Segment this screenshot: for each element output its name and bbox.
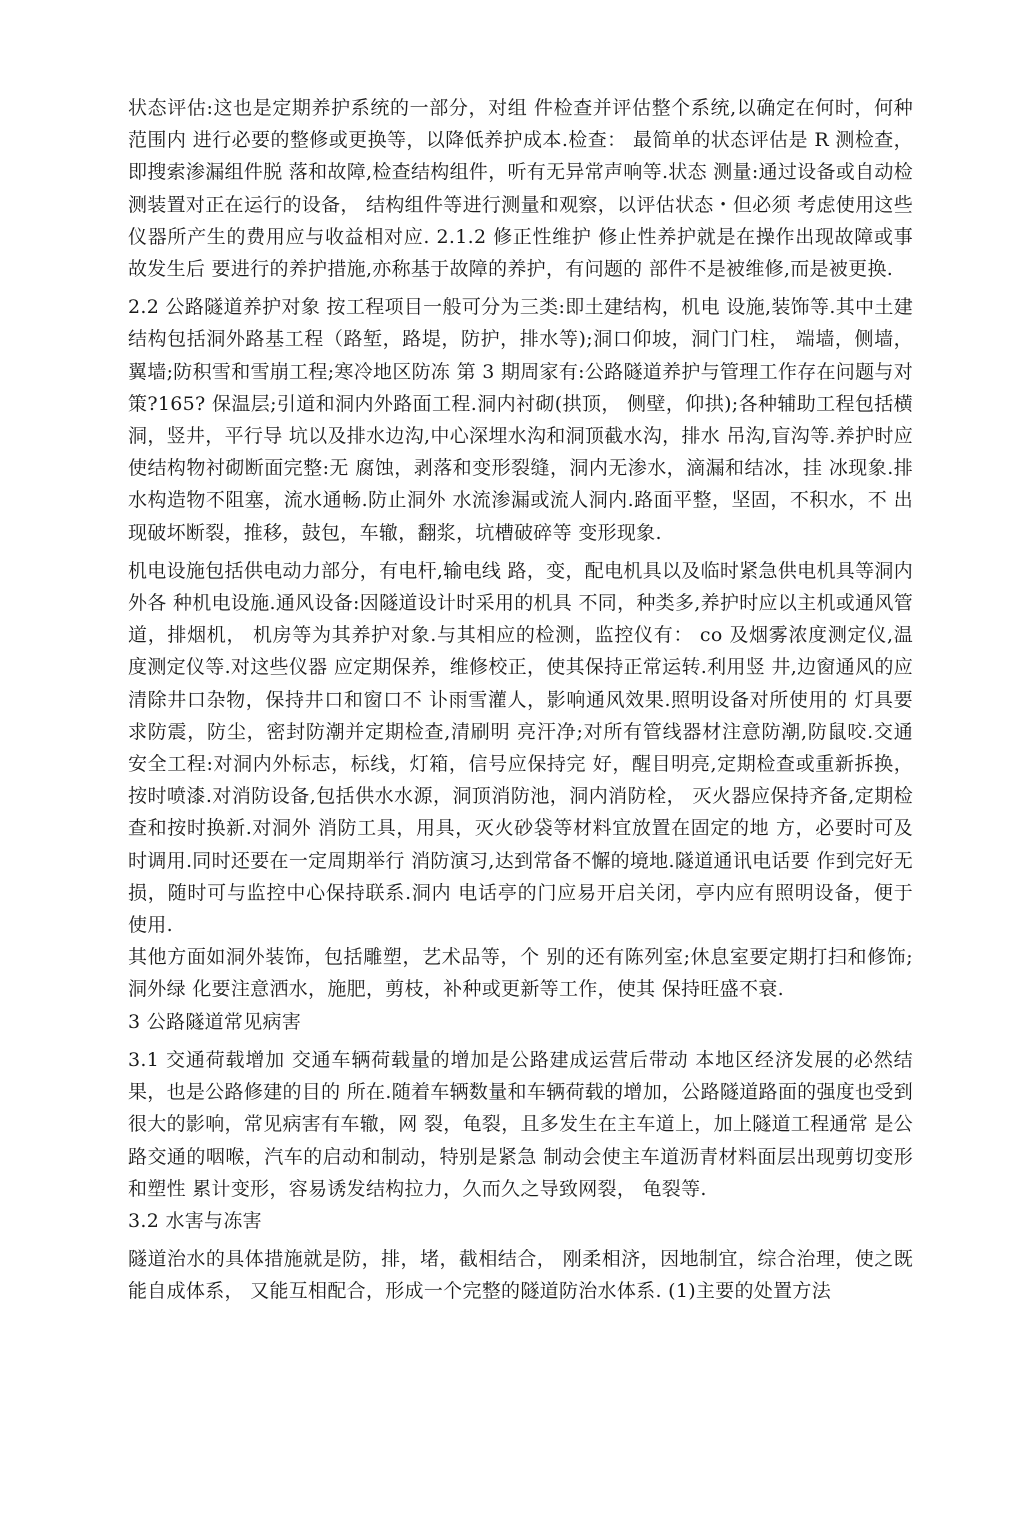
section-heading-common-defects: 3 公路隧道常见病害 <box>128 1010 302 1033</box>
document-page <box>128 92 913 1308</box>
paragraph-status-assessment: 状态评估:这也是定期养护系统的一部分，对组 件检查并评估整个系统,以确定在何时，何种范围内 进行必要的整修或更换等，以降低养护成本.检查： 最简单的状态评估是 R 测检查，即搜索渗漏组件脱 落和故障,检查结构组件，听有无异常声响等.状态 测量:通过设备或自动检测装置对正在运行的设备， 结构组件等进行测量和观察，以评估状态・但必须 考虑使用这些仪器所产生的费用应与收益相对应. 2.1.2 修正性维护 修止性养护就是在操作出现故障或事故发生后 要进行的养护措施,亦称基于故障的养护，有问题的 部件不是被维修,而是被更换. <box>128 97 913 281</box>
paragraph-other-aspects: 其他方面如洞外装饰，包括雕塑，艺术品等，个 别的还有陈列室;休息室要定期打扫和修饰;洞外绿 化要注意洒水，施肥，剪枝，补种或更新等工作，使其 保持旺盛不衰. <box>128 946 913 1001</box>
paragraph-traffic-load: 3.1 交通荷载增加 交通车辆荷载量的增加是公路建成运营后带动 本地区经济发展的必然结果，也是公路修建的目的 所在.随着车辆数量和车辆荷载的增加，公路隧道路面的强度也受到很大的影响，常见病害有车辙，网 裂，龟裂，且多发生在主车道上，加上隧道工程通常 是公路交通的咽喉，汽车的启动和制动，特别是紧急 制动会使主车道沥青材料面层出现剪切变形和塑性 累计变形，容易诱发结构拉力，久而久之导致网裂， 龟裂等. <box>128 1048 913 1200</box>
paragraph-water-control: 隧道治水的具体措施就是防，排，堵，截相结合， 刚柔相济，因地制宜，综合治理，使之既能自成体系， 又能互相配合，形成一个完整的隧道防治水体系. (1)主要的处置方法 <box>128 1248 913 1303</box>
paragraph-electromechanical: 机电设施包括供电动力部分，有电杆,输电线 路，变，配电机具以及临时紧急供电机具等洞内外各 种机电设施.通风设备:因隧道设计时采用的机具 不同，种类多,养护时应以主机或通风管道，排烟机， 机房等为其养护对象.与其相应的检测，监控仪有： co 及烟雾浓度测定仪,温度测定仪等.对这些仪器 应定期保养，维修校正，使其保持正常运转.利用竖 井,边窗通风的应清除井口杂物，保持井口和窗口不 讣雨雪灌人，影响通风效果.照明设备对所使用的 灯具要求防震，防尘，密封防潮并定期检查,清刷明 亮汗净;对所有管线器材注意防潮,防鼠咬.交通 安全工程:对洞内外标志，标线，灯箱，信号应保持完 好，醒目明亮,定期检查或重新拆换，按时喷漆.对消防设备,包括供水水源，洞顶消防池，洞内消防栓， 灭火器应保持齐备,定期检查和按时换新.对洞外 消防工具，用具，灭火砂袋等材料宜放置在固定的地 方，必要时可及时调用.同时还要在一定周期举行 消防演习,达到常备不懈的境地.隧道通讯电话要 作到完好无损，随时可与监控中心保持联系.洞内 电话亭的门应易开启关闭，亭内应有照明设备，便于 使用. <box>128 559 913 937</box>
paragraph-maintenance-objects: 2.2 公路隧道养护对象 按工程项目一般可分为三类:即土建结构，机电 设施,装饰等.其中土建结构包括洞外路基工程（路堑，路堤，防护，排水等);洞口仰坡，洞门门柱， 端墙，侧墙，翼墙;防积雪和雪崩工程;寒冷地区防冻 第 3 期周家有:公路隧道养护与管理工作存在问题与对策?165? 保温层;引道和洞内外路面工程.洞内衬砌(拱顶， 侧壁，仰拱);各种辅助工程包括横洞，竖井，平行导 坑以及排水边沟,中心深埋水沟和洞顶截水沟，排水 吊沟,盲沟等.养护时应使结构物衬砌断面完整:无 腐蚀，剥落和变形裂缝，洞内无渗水，滴漏和结冰，挂 冰现象.排水构造物不阻塞，流水通畅.防止洞外 水流渗漏或流人洞内.路面平整，坚固，不积水，不 出现破坏断裂，推移，鼓包，车辙，翻浆，坑槽破碎等 变形现象. <box>128 296 913 544</box>
section-heading-water-frost: 3.2 水害与冻害 <box>128 1209 262 1232</box>
